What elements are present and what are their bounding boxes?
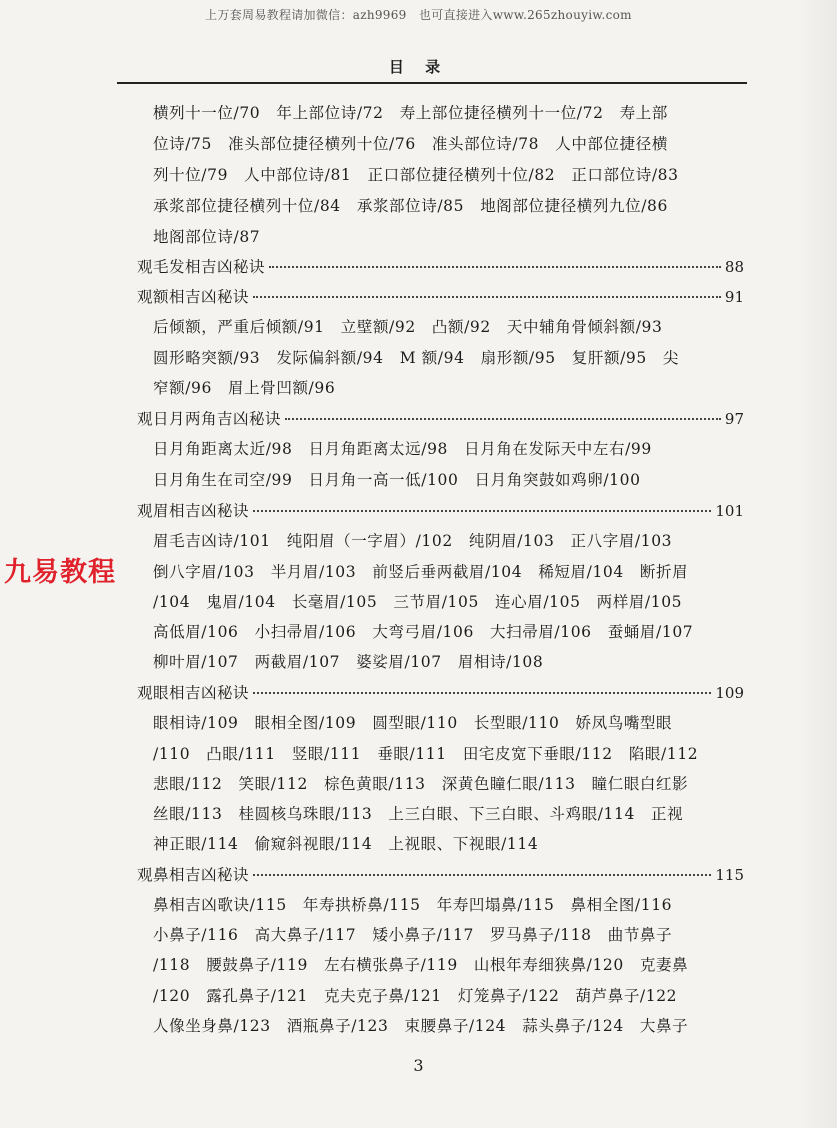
header-divider — [117, 82, 747, 84]
toc-subentry-line: 鼻相吉凶歌诀/115 年寿拱桥鼻/115 年寿凹塌鼻/115 鼻相全图/116 — [153, 896, 673, 914]
toc-subentry-line: 倒八字眉/103 半月眉/103 前竖后垂两截眉/104 稀短眉/104 断折眉 — [153, 563, 689, 581]
chapter-page-number: 101 — [715, 502, 744, 520]
toc-subentry-line: 人像坐身鼻/123 酒瓶鼻子/123 束腰鼻子/124 蒜头鼻子/124 大鼻子 — [153, 1017, 689, 1035]
dot-leader — [269, 266, 721, 268]
toc-subentry-line: 眼相诗/109 眼相全图/109 圆型眼/110 长型眼/110 娇凤鸟嘴型眼 — [153, 714, 673, 732]
toc-subentry-line: 悲眼/112 笑眼/112 棕色黄眼/113 深黄色瞳仁眼/113 瞳仁眼白红影 — [153, 775, 689, 793]
toc-chapter-entry — [137, 404, 744, 434]
toc-subentry-line: 日月角生在司空/99 日月角一高一低/100 日月角突鼓如鸡卵/100 — [153, 471, 641, 489]
toc-subentry-line: /118 腰鼓鼻子/119 左右横张鼻子/119 山根年寿细狭鼻/120 克妻鼻 — [153, 956, 689, 974]
dot-leader — [285, 418, 721, 420]
toc-subentry-line: 神正眼/114 偷窥斜视眼/114 上视眼、下视眼/114 — [153, 835, 539, 853]
toc-subentry-line: 小鼻子/116 高大鼻子/117 矮小鼻子/117 罗马鼻子/118 曲节鼻子 — [153, 926, 673, 944]
chapter-title: 观额相吉凶秘诀 — [137, 288, 250, 306]
toc-subentry-line: 眉毛吉凶诗/101 纯阳眉（一字眉）/102 纯阴眉/103 正八字眉/103 — [153, 532, 673, 550]
dot-leader — [253, 510, 711, 512]
toc-subentry-line: 柳叶眉/107 两截眉/107 婆娑眉/107 眉相诗/108 — [153, 653, 544, 671]
chapter-page-number: 91 — [724, 288, 744, 306]
dot-leader — [253, 692, 711, 694]
toc-chapter-entry — [137, 282, 744, 312]
toc-subentry-line: 横列十一位/70 年上部位诗/72 寿上部位捷径横列十一位/72 寿上部 — [153, 104, 668, 122]
chapter-title: 观毛发相吉凶秘诀 — [137, 258, 266, 276]
dot-leader — [253, 874, 711, 876]
toc-subentry-line: /104 鬼眉/104 长毫眉/105 三节眉/105 连心眉/105 两样眉/105 — [153, 593, 683, 611]
toc-subentry-line: 承浆部位捷径横列十位/84 承浆部位诗/85 地阁部位捷径横列九位/86 — [153, 197, 668, 215]
toc-subentry-line: 后倾额，严重后倾额/91 立壁额/92 凸额/92 天中辅角骨倾斜额/93 — [153, 318, 663, 336]
toc-chapter-entry — [137, 496, 744, 526]
chapter-page-number: 88 — [724, 258, 744, 276]
chapter-title: 观眼相吉凶秘诀 — [137, 684, 250, 702]
chapter-page-number: 115 — [715, 866, 744, 884]
toc-subentry-line: /110 凸眼/111 竖眼/111 垂眼/111 田宅皮宽下垂眼/112 陷眼/112 — [153, 745, 699, 763]
toc-subentry-line: 丝眼/113 桂圆核乌珠眼/113 上三白眼、下三白眼、斗鸡眼/114 正视 — [153, 805, 684, 823]
chapter-title: 观日月两角吉凶秘诀 — [137, 410, 282, 428]
toc-chapter-entry — [137, 860, 744, 890]
toc-chapter-entry — [137, 678, 744, 708]
toc-subentry-line: 窄额/96 眉上骨凹额/96 — [153, 379, 336, 397]
dot-leader — [253, 296, 721, 298]
toc-chapter-entry — [137, 252, 744, 282]
page-edge-shadow — [797, 0, 837, 1128]
toc-subentry-line: 高低眉/106 小扫帚眉/106 大弯弓眉/106 大扫帚眉/106 蚕蛹眉/107 — [153, 623, 694, 641]
chapter-title: 观眉相吉凶秘诀 — [137, 502, 250, 520]
toc-subentry-line: 位诗/75 准头部位捷径横列十位/76 准头部位诗/78 人中部位捷径横 — [153, 135, 668, 153]
chapter-page-number: 109 — [715, 684, 744, 702]
page-title: 目 录 — [388, 58, 449, 76]
watermark-text: 上万套周易教程请加微信：azh9969 也可直接进入www.265zhouyiw.com — [205, 8, 632, 22]
toc-subentry-line: 地阁部位诗/87 — [153, 228, 261, 246]
toc-subentry-line: 列十位/79 人中部位诗/81 正口部位捷径横列十位/82 正口部位诗/83 — [153, 166, 679, 184]
toc-subentry-line: /120 露孔鼻子/121 克夫克子鼻/121 灯笼鼻子/122 葫芦鼻子/122 — [153, 987, 678, 1005]
stamp-watermark: 九易教程 — [4, 557, 116, 588]
chapter-page-number: 97 — [724, 410, 744, 428]
toc-subentry-line: 圆形略突额/93 发际偏斜额/94 M 额/94 扇形额/95 复肝额/95 尖 — [153, 349, 680, 367]
toc-subentry-line: 日月角距离太近/98 日月角距离太远/98 日月角在发际天中左右/99 — [153, 440, 652, 458]
chapter-title: 观鼻相吉凶秘诀 — [137, 866, 250, 884]
page-number: 3 — [413, 1056, 424, 1075]
